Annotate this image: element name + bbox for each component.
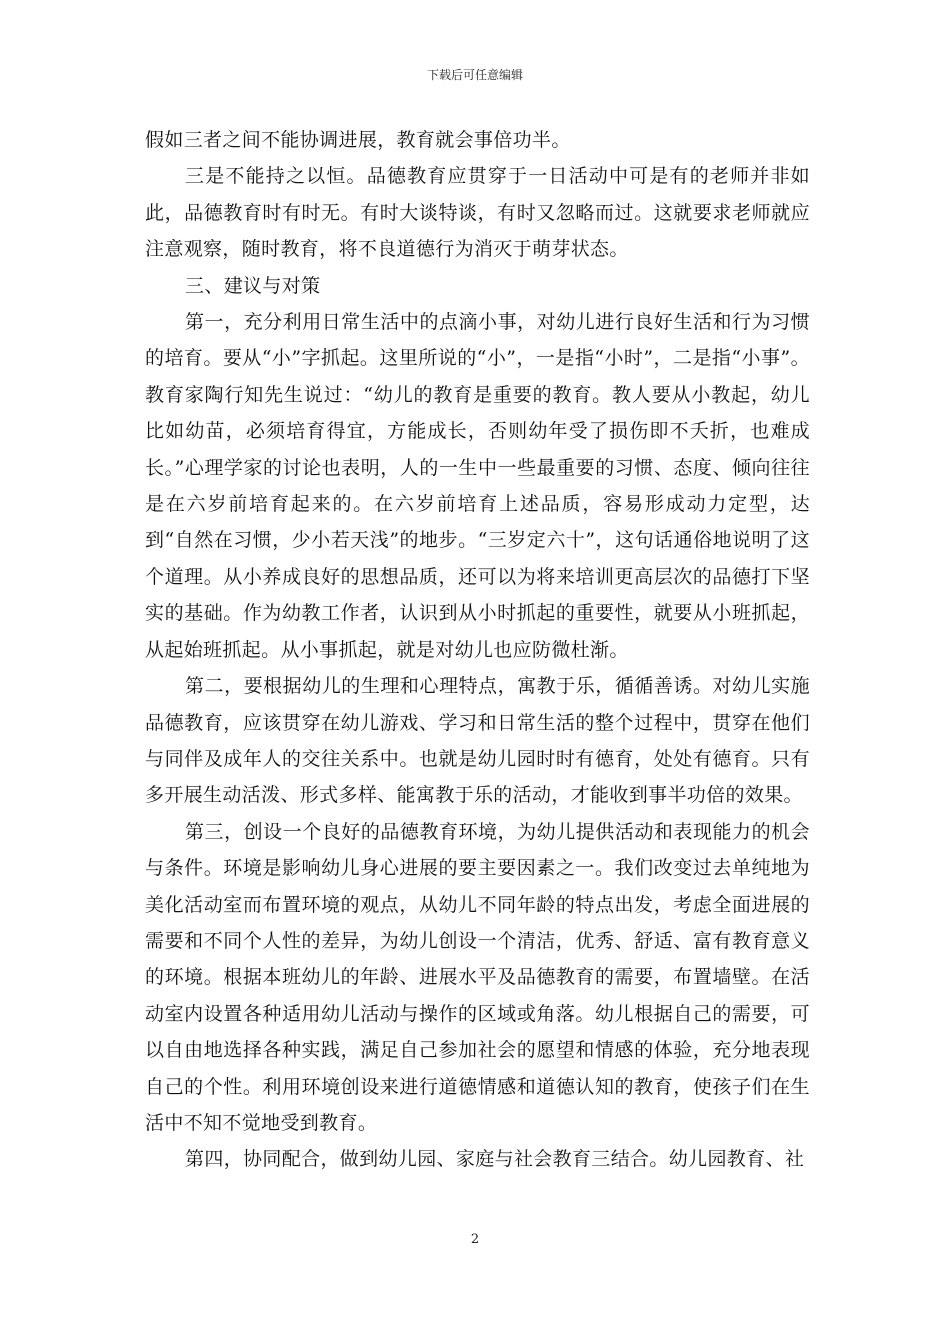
paragraph-first-measure: 第一，充分利用日常生活中的点滴小事，对幼儿进行良好生活和行为习惯的培育。要从“小”字抓起。这里所说的“小”，一是指“小时”，二是指“小事”。教育家陶行知先生说过：“幼儿的教育是重要的教育。教人要从小教起，幼儿比如幼苗，必须培育得宜，方能成长，否则幼年受了损伤即不夭折，也难成长。”心理学家的讨论也表明，人的一生中一些最重要的习惯、态度、倾向往往是在六岁前培育起来的。在六岁前培育上述品质，容易形成动力定型，达到“自然在习惯，少小若天浅”的地步。“三岁定六十”，这句话通俗地说明了这个道理。从小养成良好的思想品质，还可以为将来培训更高层次的品德打下坚实的基础。作为幼教工作者，认识到从小时抓起的重要性，就要从小班抓起，从起始班抓起。从小事抓起，就是对幼儿也应防微杜渐。 [145,311,810,661]
paragraph-second-measure: 第二，要根据幼儿的生理和心理特点，寓教于乐，循循善诱。对幼儿实施品德教育，应该贯穿在幼儿游戏、学习和日常生活的整个过程中，贯穿在他们与同伴及成年人的交往关系中。也就是幼儿园时时有德育，处处有德育。只有多开展生动活泼、形式多样、能寓教于乐的活动，才能收到事半功倍的效果。 [145,675,810,807]
paragraph-point-three: 三是不能持之以恒。品德教育应贯穿于一日活动中可是有的老师并非如此，品德教育时有时无。有时大谈特谈，有时又忽略而过。这就要求老师就应注意观察，随时教育，将不良道德行为消灭于萌芽状态。 [145,165,810,261]
document-body [145,122,810,1178]
section-heading-suggestions: 三、建议与对策 [185,274,321,297]
paragraph-fourth-measure: 第四，协同配合，做到幼儿园、家庭与社会教育三结合。幼儿园教育、社 [185,1148,805,1171]
page-number: 2 [470,1232,480,1247]
paragraph-third-measure: 第三，创设一个良好的品德教育环境，为幼儿提供活动和表现能力的机会与条件。环境是影响幼儿身心进展的要主要因素之一。我们改变过去单纯地为美化活动室而布置环境的观点，从幼儿不同年龄的特点出发，考虑全面进展的需要和不同个人性的差异，为幼儿创设一个清洁，优秀、舒适、富有教育意义的环境。根据本班幼儿的年龄、进展水平及品德教育的需要，布置墙壁。在活动室内设置各种适用幼儿活动与操作的区域或角落。幼儿根据自己的需要，可以自由地选择各种实践，满足自己参加社会的愿望和情感的体验，充分地表现自己的个性。利用环境创设来进行道德情感和道德认知的教育，使孩子们在生活中不知不觉地受到教育。 [145,820,810,1134]
paragraph-continuation: 假如三者之间不能协调进展，教育就会事倍功半。 [145,129,571,151]
page-header: 下载后可任意编辑 [426,68,523,82]
